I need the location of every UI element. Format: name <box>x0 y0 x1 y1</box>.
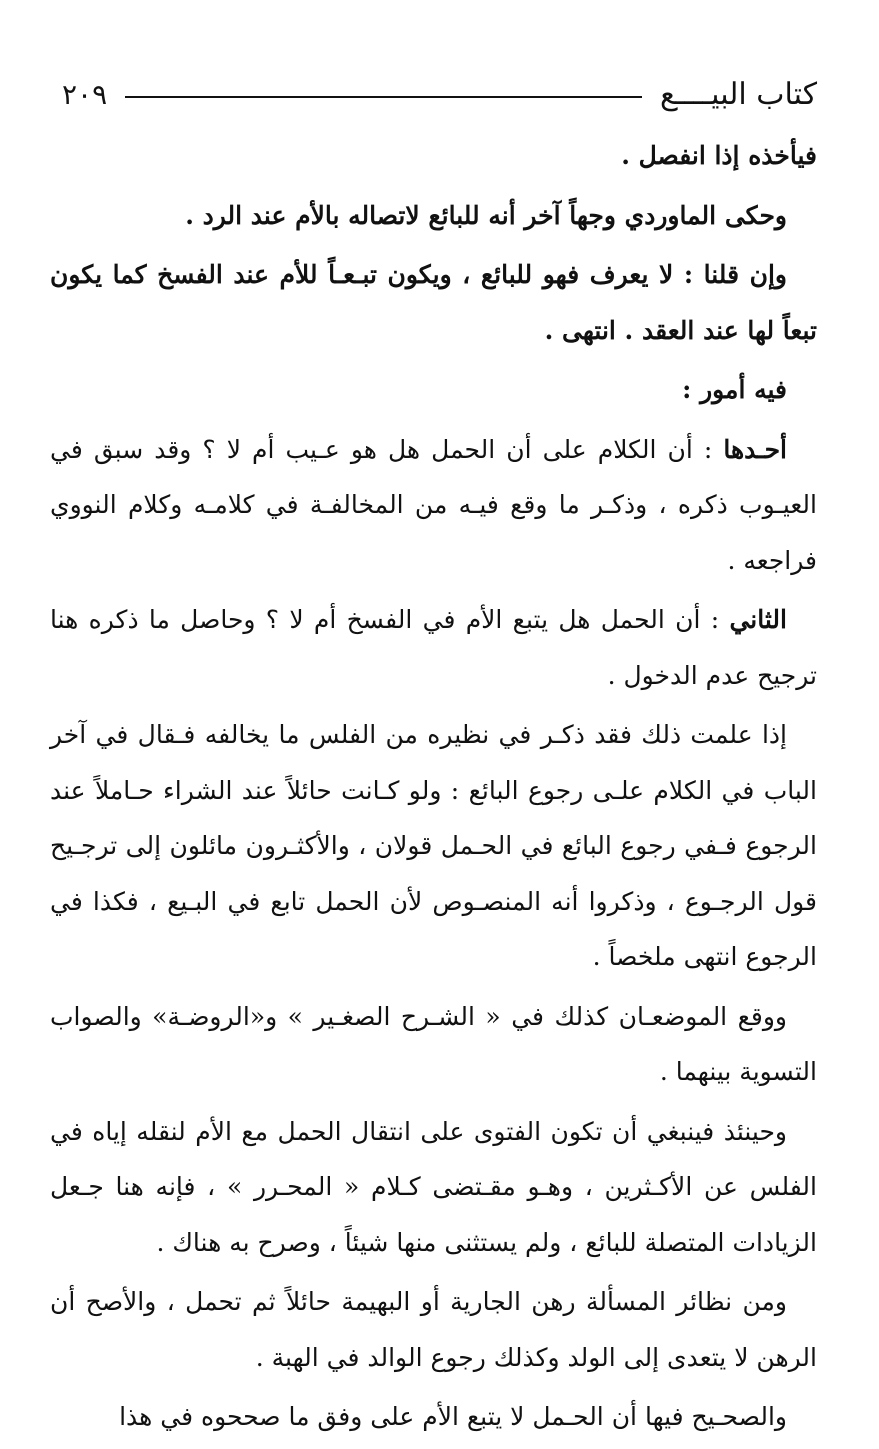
page-header <box>62 70 817 118</box>
paragraph <box>50 1389 817 1445</box>
paragraph <box>50 128 817 184</box>
paragraph-text: وإن قلنا : لا يعرف فهو للبائع ، ويكون تبـعـاً للأم عند الفسخ كما يكون تبعاً لها عند العقد . انتهى . <box>50 260 817 345</box>
paragraph <box>50 422 817 589</box>
section-term: أحـدها <box>723 434 787 464</box>
paragraph-text: ومن نظائر المسألة رهن الجارية أو البهيمة حائلاً ثم تحمل ، والأصح أن الرهن لا يتعدى إلى الولد وكذلك رجوع الوالد في الهبة . <box>50 1287 817 1372</box>
paragraph <box>50 247 817 358</box>
page-body <box>50 128 817 1449</box>
paragraph-text: إذا علمت ذلك فقد ذكـر في نظيره من الفلس ما يخالفه فـقال في آخر الباب في الكلام علـى رجوع البائع : ولو كـانت حائلاً عند الشراء حـاملاً عند الرجوع فـفي رجوع البائع في الحـمل قولان ، والأكثـرون مائلون إلى ترجـيح قول الرجـوع ، وذكروا أنه المنصـوص لأن الحمل تابع في البـيع ، فكذا في الرجوع انتهى ملخصاً . <box>50 720 817 971</box>
paragraph-text: وحكى الماوردي وجهاً آخر أنه للبائع لاتصاله بالأم عند الرد . <box>185 200 787 230</box>
page-number: ٢٠٩ <box>62 77 108 111</box>
paragraph <box>50 592 817 703</box>
paragraph-text: والصحـيح فيها أن الحـمل لا يتبع الأم على وفق ما صححوه في هذا <box>119 1402 787 1431</box>
running-title: كتاب البيــــع <box>660 76 817 112</box>
paragraph <box>50 1274 817 1385</box>
paragraph <box>50 707 817 985</box>
paragraph-text: وحينئذ فينبغي أن تكون الفتوى على انتقال الحمل مع الأم لنقله إياه في الفلس عن الأكـثرين ، وهـو مقـتضى كـلام « المحـرر » ، فإنه هنا جـعل الزيادات المتصلة للبائع ، ولم يستثنى منها شيئاً ، وصرح به هناك . <box>50 1116 817 1257</box>
paragraph <box>50 362 817 418</box>
paragraph-text: فيأخذه إذا انفصل . <box>621 141 817 170</box>
section-term: الثاني <box>729 605 787 634</box>
paragraph <box>50 989 817 1100</box>
paragraph-text: : أن الحمل هل يتبع الأم في الفسخ أم لا ؟ وحاصل ما ذكره هنا ترجيح عدم الدخول . <box>50 605 817 690</box>
paragraph-text: ووقع الموضعـان كذلك في « الشـرح الصغـير » و«الروضـة» والصواب التسوية بينهما . <box>50 1001 817 1086</box>
paragraph-text: : أن الكلام على أن الحمل هل هو عـيب أم لا ؟ وقد سبق في العيـوب ذكره ، وذكـر ما وقع فيـه من المخالفـة في كلامـه وكلام النووي فراجعه . <box>50 434 817 575</box>
paragraph <box>50 188 817 244</box>
paragraph <box>50 1104 817 1271</box>
paragraph-text: فيه أمور : <box>682 375 787 404</box>
header-rule <box>125 96 642 98</box>
